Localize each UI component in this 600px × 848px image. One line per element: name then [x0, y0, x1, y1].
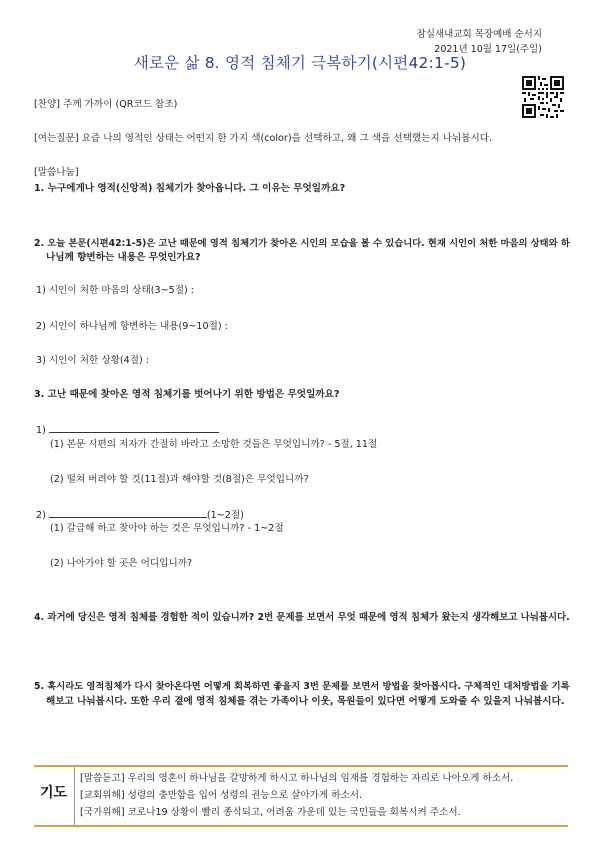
prayer-heading: 기도 — [40, 785, 68, 801]
footer-top-rule — [34, 765, 568, 767]
praise-line — [34, 98, 177, 111]
q3-item1-number: 1) — [36, 425, 46, 436]
praise-text: 주께 가까이 (QR코드 참조) — [60, 99, 178, 110]
question-3: 3. 고난 때문에 찾아온 영적 침체기를 벗어나기 위한 방법은 무엇일까요? — [34, 389, 340, 400]
q3-item2-suffix: (1~2절) — [206, 510, 244, 521]
q3-item1 — [36, 423, 219, 437]
question-4: 4. 과거에 당신은 영적 침체를 경험한 적이 있습니까? 2번 문제를 보면서 무엇 때문에 영적 침체가 왔는지 생각해보고 나눠봅시다. — [34, 612, 570, 623]
q3-item1-a: (1) 본문 시편의 저자가 간절히 바라고 소망한 것들은 무엇입니까? - 5절, 11절 — [50, 439, 378, 450]
praise-label: [찬양] — [34, 99, 61, 110]
qr-code-icon — [522, 76, 564, 118]
prayer-item: [말씀듣고] 우리의 영혼이 하나님을 갈망하게 하시고 하나님의 임재를 경험하는 자리로 나아오게 하소서. — [80, 773, 514, 784]
page-title: 새로운 삶 8. 영적 침체기 극복하기(시편42:1-5) — [133, 54, 467, 72]
opening-text: 요즘 나의 영적인 상태는 어떤지 한 가지 색(color)을 선택하고, 왜 그 색을 선택했는지 나눠봅시다. — [78, 133, 493, 144]
q3-item1-b: (2) 떨쳐 버려야 할 것(11절)과 해야할 것(8절)은 무엇입니까? — [50, 474, 309, 485]
question-2-sub2: 2) 시인이 하나님께 항변하는 내용(9~10절) : — [36, 321, 228, 332]
footer-bottom-rule — [34, 825, 568, 827]
q3-item2 — [36, 508, 244, 522]
question-1: 1. 누구에게나 영적(신앙적) 침체기가 찾아옵니다. 그 이유는 무엇일까요? — [34, 183, 346, 194]
q3-item2-b: (2) 나아가야 할 곳은 어디입니까? — [50, 558, 193, 569]
opening-label: [여는질문] — [34, 133, 79, 144]
question-2-line1: 2. 오늘 본문(시편42:1-5)은 고난 때문에 영적 침체기가 찾아온 시인의 모습을 볼 수 있습니다. 현재 시인이 처한 마음의 상태와 하 — [34, 238, 570, 249]
question-5-line1: 5. 혹시라도 영적침체가 다시 찾아온다면 어떻게 회복하면 좋을지 3번 문제를 보면서 방법을 찾아봅시다. 구체적인 대처방법을 기록 — [34, 681, 570, 692]
answer-blank — [49, 423, 219, 433]
prayer-item: [교회위해] 성령의 충만함을 입어 성령의 권능으로 살아가게 하소서. — [80, 790, 363, 801]
question-5-line2: 해보고 나눠봅시다. 또한 우리 곁에 영적 침체를 겪는 가족이나 이웃, 목원들이 있다면 어떻게 도와줄 수 있을지 나눠봅시다. — [46, 696, 565, 707]
q3-item2-number: 2) — [36, 510, 46, 521]
word-share-heading: [말씀나눔] — [34, 167, 79, 178]
church-name: 잠실새내교회 목장예배 순서지 — [416, 29, 542, 40]
answer-blank — [49, 508, 207, 518]
question-2-line2: 나님께 향변하는 내용은 무엇인가요? — [46, 252, 201, 263]
service-date: 2021년 10월 17일(주일) — [434, 44, 542, 55]
footer-divider — [74, 767, 75, 825]
prayer-item: [국가위해] 코로나19 상황이 빨리 종식되고, 어려움 가운데 있는 국민들을 회복시켜 주소서. — [80, 807, 461, 818]
opening-question — [34, 132, 492, 145]
question-2-sub1: 1) 시인이 처한 마음의 상태(3~5절) : — [36, 285, 195, 296]
q3-item2-a: (1) 갈급해 하고 찾아야 하는 것은 무엇입니까? - 1~2절 — [50, 523, 284, 534]
question-2-sub3: 3) 시인이 처한 상황(4절) : — [36, 355, 150, 366]
